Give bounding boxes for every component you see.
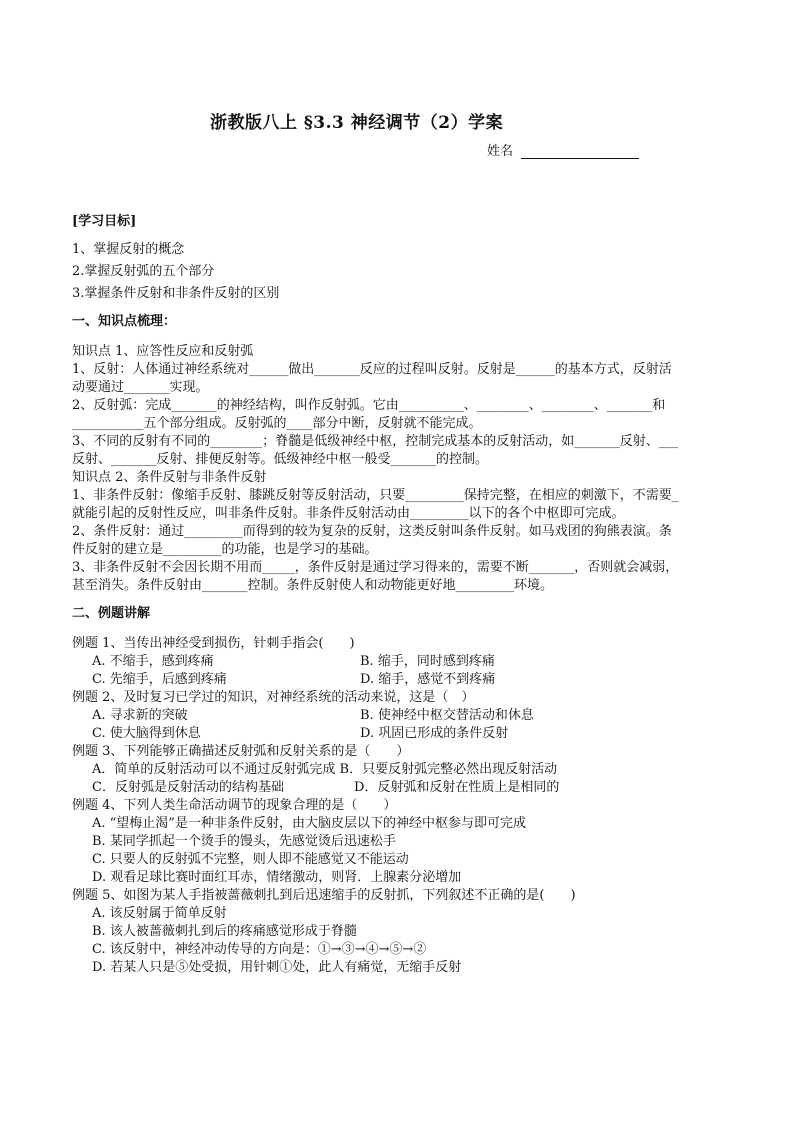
knowledge-line: ___________五个部分组成。反射弧的____部分中断，反射就不能完成。 bbox=[72, 416, 482, 431]
option-a: A. 寻求新的突破 bbox=[92, 708, 188, 723]
option-b: B. 缩手，同时感到疼痛 bbox=[360, 654, 495, 669]
option-d: D. 若某人只是⑤处受损，用针刺①处，此人有痛觉，无缩手反射 bbox=[92, 960, 462, 975]
option-d: D．反射弧和反射在性质上是相同的 bbox=[354, 780, 560, 795]
name-underline bbox=[521, 144, 639, 159]
option-a: A. 不缩手，感到疼痛 bbox=[92, 654, 214, 669]
knowledge-line: 知识点 2、条件反射与非条件反射 bbox=[72, 470, 267, 485]
option-a: A. 该反射属于简单反射 bbox=[92, 906, 227, 921]
goal-item: 3.掌握条件反射和非条件反射的区别 bbox=[72, 286, 280, 301]
option-c: C. 使大脑得到休息 bbox=[92, 726, 201, 741]
option-c: C. 该反射中，神经冲动传导的方向是：①→③→④→⑤→② bbox=[92, 942, 427, 957]
goal-item: 1、掌握反射的概念 bbox=[72, 242, 185, 257]
option-c: C. 只要人的反射弧不完整，则人即不能感觉又不能运动 bbox=[92, 852, 409, 867]
goals-heading: [学习目标] bbox=[72, 214, 137, 229]
option-d: D. 观看足球比赛时面红耳赤，情绪激动，则肾．上腺素分泌增加 bbox=[92, 870, 462, 885]
knowledge-line: 反射、_______反射、排便反射等。低级神经中枢一般受_______的控制。 bbox=[72, 452, 489, 467]
option-ab: A．简单的反射活动可以不通过反射弧完成 B．只要反射弧完整必然出现反射活动 bbox=[92, 762, 558, 777]
goal-item: 2.掌握反射弧的五个部分 bbox=[72, 264, 215, 279]
name-field[interactable] bbox=[487, 140, 639, 159]
knowledge-line: 知识点 1、应答性反应和反射弧 bbox=[72, 344, 254, 359]
knowledge-line: 2、条件反射：通过_________而得到的较为复杂的反射，这类反射叫条件反射。如马戏团的狗熊表演。条 bbox=[72, 524, 672, 539]
knowledge-line: 3、不同的反射有不同的________；脊髓是低级神经中枢，控制完成基本的反射活动，如_______反射、___ bbox=[72, 434, 679, 449]
knowledge-line: 就能引起的反射性反应，叫非条件反射。非条件反射活动由_________以下的各个中枢即可完成。 bbox=[72, 506, 625, 521]
knowledge-line: 动要通过_______实现。 bbox=[72, 380, 209, 395]
question-stem: 例题 5、如图为某人手指被蔷薇刺扎到后迅速缩手的反射抓，下列叙述不正确的是( ) bbox=[72, 888, 576, 903]
option-b: B. 某同学抓起一个烫手的馒头，先感觉烫后迅速松手 bbox=[92, 834, 396, 849]
knowledge-line: 1、非条件反射：像缩手反射、膝跳反射等反射活动，只要_________保持完整，在相应的刺激下，不需要_ bbox=[72, 488, 679, 503]
section2-heading: 二、例题讲解 bbox=[72, 606, 151, 621]
knowledge-line: 2、反射弧：完成_______的神经结构，叫作反射弧。它由__________、________、________、_______和 bbox=[72, 398, 666, 413]
knowledge-line: 甚至消失。条件反射由_______控制。条件反射使人和动物能更好地_________环境。 bbox=[72, 578, 554, 593]
question-stem: 例题 2、及时复习已学过的知识，对神经系统的活动来说，这是（ ） bbox=[72, 690, 475, 705]
question-stem: 例题 1、当传出神经受到损伤，针刺手指会( ) bbox=[72, 636, 355, 651]
option-b: B. 使神经中枢交替活动和休息 bbox=[360, 708, 534, 723]
section1-heading: 一、知识点梳理： bbox=[72, 314, 177, 329]
option-c: C. 先缩手，后感到疼痛 bbox=[92, 672, 227, 687]
knowledge-line: 件反射的建立是_________的功能，也是学习的基础。 bbox=[72, 542, 378, 557]
option-d: D. 巩固已形成的条件反射 bbox=[360, 726, 509, 741]
question-stem: 例题 3、下列能够正确描述反射弧和反射关系的是（ ） bbox=[72, 744, 410, 759]
knowledge-line: 3、非条件反射不会因长期不用而_____，条件反射是通过学习得来的，需要不断_______，否则就会减弱， bbox=[72, 560, 679, 575]
option-b: B. 该人被蔷薇刺扎到后的疼痛感觉形成于脊髓 bbox=[92, 924, 357, 939]
option-c: C．反射弧是反射活动的结构基础 bbox=[92, 780, 284, 795]
name-label: 姓名 bbox=[487, 144, 514, 159]
option-d: D. 缩手，感觉不到疼痛 bbox=[360, 672, 496, 687]
question-stem: 例题 4、下列人类生命活动调节的现象合理的是（ ） bbox=[72, 798, 397, 813]
knowledge-line: 1、反射：人体通过神经系统对______做出_______反应的过程叫反射。反射是______的基本方式，反射活 bbox=[72, 362, 672, 377]
page-title: 浙教版八上 §3.3 神经调节（2）学案 bbox=[210, 113, 504, 133]
option-a: A. “望梅止渴”是一种非条件反射，由大脑皮层以下的神经中枢参与即可完成 bbox=[92, 816, 526, 831]
